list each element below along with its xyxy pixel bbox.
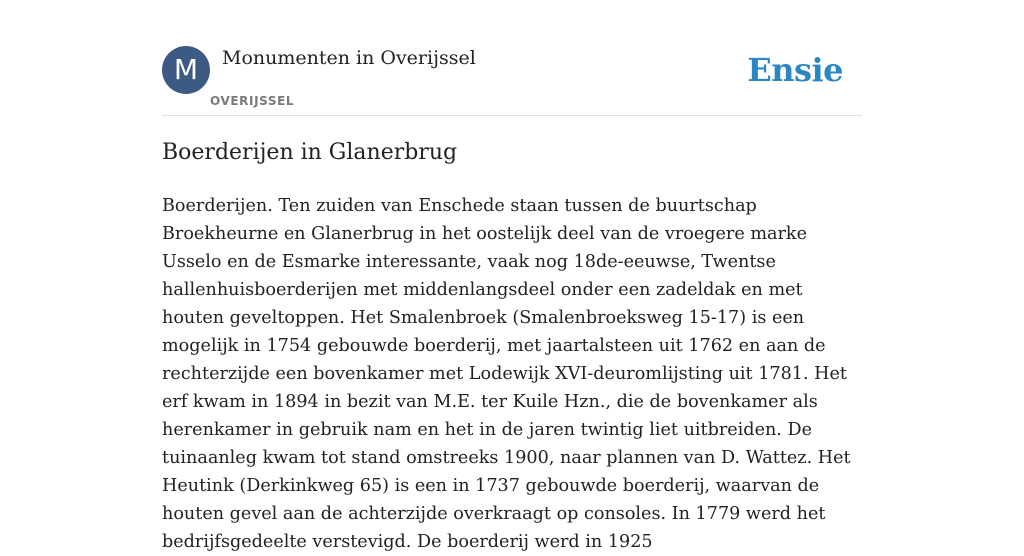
book-title-link[interactable]: Monumenten in Overijssel bbox=[222, 47, 476, 69]
brand-logo[interactable]: Ensie bbox=[747, 51, 843, 89]
article-body: Boerderijen. Ten zuiden van Enschede staan tussen de buurtschap Broekheurne en Glanerbrug in het oostelijk deel van de vroegere marke Usselo en de Esmarke interessante, vaak nog 18de-eeuwse, Twentse hallenhuisboerderijen met middenlangsdeel onder een zadeldak en met houten geveltoppen. Het Smalenbroek (Smalenbroeksweg 15-17) is een mogelijk in 1754 gebouwde boerderij, met jaartalsteen uit 1762 en aan de rechterzijde een bovenkamer met Lodewijk XVI-deuromlijsting uit 1781. Het erf kwam in 1894 in bezit van M.E. ter Kuile Hzn., die de bovenkamer als herenkamer in gebruik nam en het in de jaren twintig liet uitbreiden. De tuinaanleg kwam tot stand omstreeks 1900, naar plannen van D. Wattez. Het Heutink (Derkinkweg 65) is een in 1737 gebouwde boerderij, waarvan de houten gevel aan de achterzijde overkraagt op consoles. In 1779 werd het bedrijfsgedeelte verstevigd. De boerderij werd in 1925 bbox=[162, 196, 851, 552]
avatar[interactable]: M bbox=[162, 46, 210, 94]
page-header bbox=[162, 46, 862, 116]
article-title: Boerderijen in Glanerbrug bbox=[162, 140, 458, 165]
category-label[interactable]: OVERIJSSEL bbox=[210, 94, 295, 108]
header-divider bbox=[162, 115, 862, 116]
